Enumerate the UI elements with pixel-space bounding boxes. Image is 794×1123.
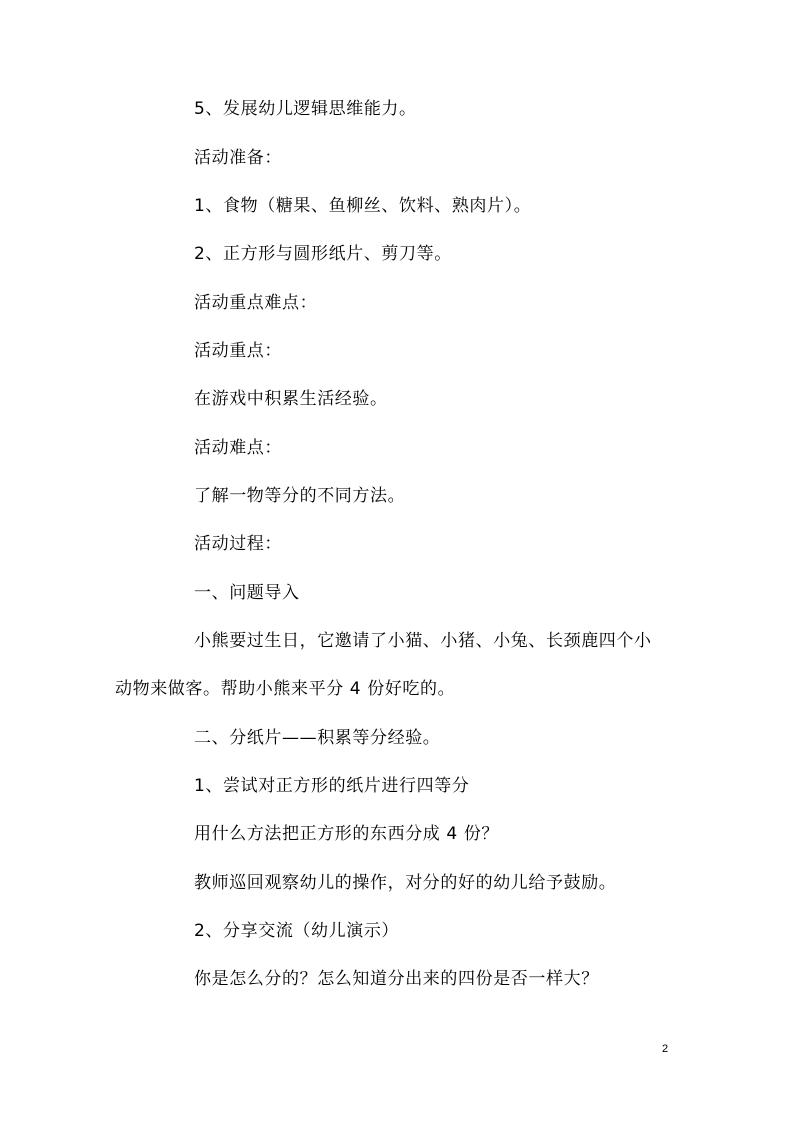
text-line-objective-5: 5、发展幼儿逻辑思维能力。 xyxy=(194,99,417,119)
heading-process: 活动过程： xyxy=(194,534,282,554)
text-line-step-2: 2、分享交流（幼儿演示） xyxy=(194,921,400,941)
heading-section-1: 一、问题导入 xyxy=(194,583,300,603)
text-line-difficulty: 了解一物等分的不同方法。 xyxy=(194,486,406,506)
text-line-step-1: 1、尝试对正方形的纸片进行四等分 xyxy=(194,776,470,796)
heading-focus: 活动重点： xyxy=(194,341,282,361)
text-line-question-1: 用什么方法把正方形的东西分成 4 份？ xyxy=(194,824,500,844)
text-line-focus: 在游戏中积累生活经验。 xyxy=(194,389,388,409)
heading-difficulty: 活动难点： xyxy=(194,438,282,458)
text-line-question-2: 你是怎么分的？怎么知道分出来的四份是否一样大？ xyxy=(194,969,599,989)
heading-key-points: 活动重点难点： xyxy=(194,293,318,313)
text-line-teacher: 教师巡回观察幼儿的操作，对分的好的幼儿给予鼓励。 xyxy=(194,873,617,893)
text-line-preparation-2: 2、正方形与圆形纸片、剪刀等。 xyxy=(194,244,452,264)
text-line-story-2: 动物来做客。帮助小熊来平分 4 份好吃的。 xyxy=(115,679,456,699)
heading-section-2: 二、分纸片——积累等分经验。 xyxy=(194,728,441,748)
page-number: 2 xyxy=(662,1043,669,1055)
heading-preparation: 活动准备： xyxy=(194,148,282,168)
text-line-story-1: 小熊要过生日，它邀请了小猫、小猪、小兔、长颈鹿四个小 xyxy=(194,631,652,651)
text-line-preparation-1: 1、食物（糖果、鱼柳丝、饮料、熟肉片）。 xyxy=(194,196,532,216)
